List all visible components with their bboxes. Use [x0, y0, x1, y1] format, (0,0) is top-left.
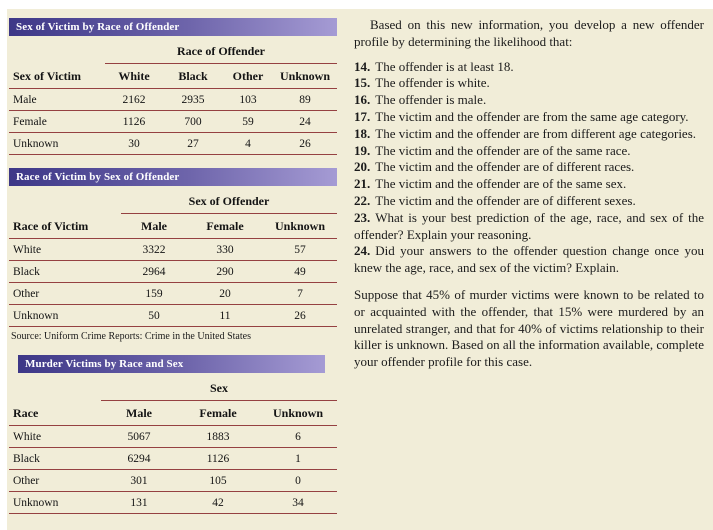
data-cell: 131: [101, 492, 177, 514]
question-item: [354, 243, 704, 277]
column-header-row: [9, 64, 337, 89]
table-row: [9, 305, 337, 327]
column-header: Other: [223, 64, 273, 89]
question-number: 16.: [354, 92, 371, 108]
question-number: 18.: [354, 125, 371, 141]
column-header-row: [9, 401, 337, 426]
table-row: [9, 426, 337, 448]
row-label: White: [9, 239, 121, 261]
table-row: [9, 470, 337, 492]
question-number: 22.: [354, 192, 371, 208]
data-cell: 1126: [177, 448, 259, 470]
span-header: Race of Offender: [105, 38, 337, 64]
data-cell: 6294: [101, 448, 177, 470]
table-row: [9, 239, 337, 261]
data-cell: 7: [263, 283, 337, 305]
corner-cell: [9, 188, 121, 214]
data-cell: 105: [177, 470, 259, 492]
data-cell: 2935: [163, 89, 223, 111]
corner-cell: [9, 375, 101, 401]
data-cell: 1126: [105, 111, 163, 133]
column-header: Unknown: [259, 401, 337, 426]
table-race-of-victim-by-sex-of-offender: [9, 168, 337, 342]
question-text: Did your answers to the offender question change once you knew the age, race, and sex of the victim? Explain.: [354, 243, 704, 276]
table-title-bar: Sex of Victim by Race of Offender: [9, 18, 337, 36]
column-header: Male: [101, 401, 177, 426]
span-header-row: [9, 188, 337, 214]
question-text: The victim and the offender are from the same age category.: [375, 108, 689, 124]
data-table: [9, 38, 337, 155]
textbook-page: [7, 9, 713, 530]
question-item: [354, 176, 704, 193]
data-cell: 290: [187, 261, 263, 283]
data-cell: 57: [263, 239, 337, 261]
data-cell: 1883: [177, 426, 259, 448]
question-text: The victim and the offender are of the same sex.: [375, 176, 627, 192]
span-header-row: [9, 375, 337, 401]
data-cell: 3322: [121, 239, 187, 261]
data-cell: 59: [223, 111, 273, 133]
table-row: [9, 283, 337, 305]
data-cell: 6: [259, 426, 337, 448]
question-text: The victim and the offender are from different age categories.: [375, 125, 697, 141]
source-note: Source: Uniform Crime Reports: Crime in the United States: [11, 331, 251, 342]
question-item: [354, 210, 704, 244]
data-cell: 11: [187, 305, 263, 327]
data-cell: 5067: [101, 426, 177, 448]
data-cell: 26: [273, 133, 337, 155]
column-header: Black: [163, 64, 223, 89]
table-row: [9, 111, 337, 133]
row-header-label: Race: [9, 401, 101, 426]
question-item: [354, 193, 704, 210]
question-text: What is your best prediction of the age, race, and sex of the offender? Explain your reasoning.: [354, 209, 704, 242]
table-row: [9, 261, 337, 283]
column-header: Male: [121, 214, 187, 239]
question-number: 23.: [354, 209, 371, 225]
data-cell: 49: [263, 261, 337, 283]
question-number: 24.: [354, 243, 371, 259]
table-row: [9, 492, 337, 514]
row-header-label: Sex of Victim: [9, 64, 105, 89]
row-label: Unknown: [9, 305, 121, 327]
column-header: Female: [187, 214, 263, 239]
question-text: The victim and the offender are of different races.: [375, 159, 635, 175]
table-murder-victims-by-race-and-sex: [9, 355, 337, 514]
data-cell: 103: [223, 89, 273, 111]
column-header: White: [105, 64, 163, 89]
data-cell: 1: [259, 448, 337, 470]
data-cell: 50: [121, 305, 187, 327]
data-cell: 24: [273, 111, 337, 133]
question-text: The offender is male.: [375, 92, 487, 108]
data-cell: 4: [223, 133, 273, 155]
question-number: 17.: [354, 108, 371, 124]
data-cell: 159: [121, 283, 187, 305]
question-text: The victim and the offender are of different sexes.: [375, 192, 636, 208]
row-label: Female: [9, 111, 105, 133]
row-label: Black: [9, 448, 101, 470]
row-header-label: Race of Victim: [9, 214, 121, 239]
exercise-text-column: [339, 9, 713, 530]
data-cell: 2964: [121, 261, 187, 283]
data-cell: 42: [177, 492, 259, 514]
question-number: 21.: [354, 176, 371, 192]
column-header-row: [9, 214, 337, 239]
table-row: [9, 448, 337, 470]
corner-cell: [9, 38, 105, 64]
question-number: 20.: [354, 159, 371, 175]
tables-column: [7, 9, 339, 530]
row-label: White: [9, 426, 101, 448]
span-header: Sex: [101, 375, 337, 401]
data-cell: 2162: [105, 89, 163, 111]
question-text: The offender is at least 18.: [375, 58, 514, 74]
table-row: [9, 133, 337, 155]
question-item: [354, 59, 704, 76]
data-cell: 0: [259, 470, 337, 492]
row-label: Other: [9, 283, 121, 305]
table-sex-of-victim-by-race-of-offender: [9, 18, 337, 155]
data-cell: 27: [163, 133, 223, 155]
data-cell: 34: [259, 492, 337, 514]
data-cell: 89: [273, 89, 337, 111]
data-cell: 700: [163, 111, 223, 133]
data-cell: 330: [187, 239, 263, 261]
question-text: The offender is white.: [375, 75, 490, 91]
question-item: [354, 143, 704, 160]
question-item: [354, 109, 704, 126]
row-label: Unknown: [9, 492, 101, 514]
span-header: Sex of Offender: [121, 188, 337, 214]
span-header-row: [9, 38, 337, 64]
table-title-bar: Murder Victims by Race and Sex: [18, 355, 325, 373]
question-number: 14.: [354, 58, 371, 74]
question-number: 19.: [354, 142, 371, 158]
row-label: Black: [9, 261, 121, 283]
question-item: [354, 159, 704, 176]
question-item: [354, 75, 704, 92]
data-cell: 30: [105, 133, 163, 155]
row-label: Other: [9, 470, 101, 492]
question-text: The victim and the offender are of the same race.: [375, 142, 631, 158]
closing-paragraph: Suppose that 45% of murder victims were known to be related to or acquainted with the offender, that 15% were murdered by an unrelated stranger, and that for 40% of victims relationship to their killer is unknown. Based on all the information available, complete your offender profile for this case.: [354, 286, 704, 370]
row-label: Male: [9, 89, 105, 111]
data-cell: 26: [263, 305, 337, 327]
column-header: Unknown: [273, 64, 337, 89]
data-table: [9, 188, 337, 327]
intro-paragraph: Based on this new information, you develop a new offender profile by determining the likelihood that:: [354, 17, 704, 49]
question-number: 15.: [354, 75, 371, 91]
table-row: [9, 89, 337, 111]
question-item: [354, 92, 704, 109]
question-item: [354, 126, 704, 143]
data-cell: 301: [101, 470, 177, 492]
column-header: Unknown: [263, 214, 337, 239]
data-cell: 20: [187, 283, 263, 305]
table-title-bar: Race of Victim by Sex of Offender: [9, 168, 337, 186]
row-label: Unknown: [9, 133, 105, 155]
column-header: Female: [177, 401, 259, 426]
data-table: [9, 375, 337, 514]
question-list: [354, 59, 704, 277]
